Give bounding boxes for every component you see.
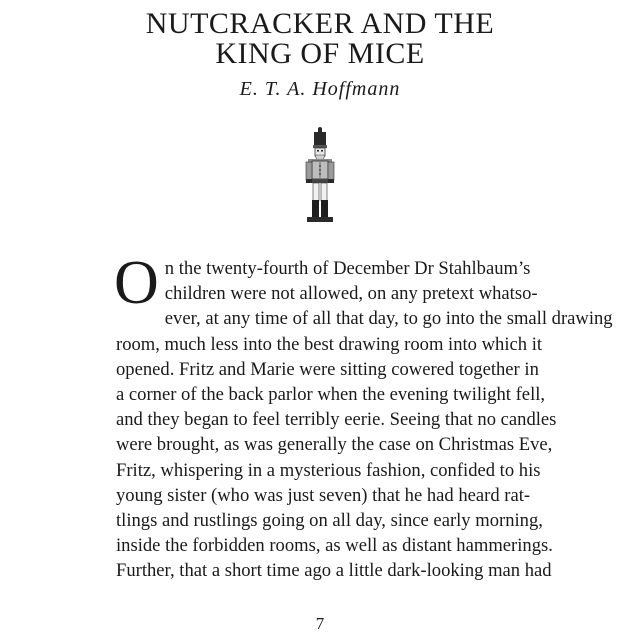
title-line-1: NUTCRACKER AND THE [145,7,495,40]
text-line: room, much less into the best drawing room into which it [116,333,543,355]
text-line: n the twenty-fourth of December Dr Stahlbaum’s [164,258,531,279]
text-line: young sister (who was just seven) that he had heard rat- [116,484,531,506]
drop-cap: O [114,249,159,317]
text-line: inside the forbidden rooms, as well as distant hammerings. [116,535,553,557]
text-line: opened. Fritz and Marie were sitting cowered together in [116,358,539,380]
text-line: ever, at any time of all that day, to go into the small drawing [164,308,613,330]
nutcracker-soldier-icon [295,126,345,226]
text-line: Fritz, whispering in a mysterious fashion, confided to his [116,459,541,481]
title-line-2: KING OF MICE [215,37,425,70]
body-paragraph [114,249,613,583]
text-line: were brought, as was generally the case on Christmas Eve, [116,434,553,456]
text-line: Further, that a short time ago a little dark-looking man had [116,560,552,582]
text-line: tlings and rustlings going on all day, since early morning, [116,509,543,531]
text-line: and they began to feel terribly eerie. Seeing that no candles [116,409,557,431]
author: E. T. A. Hoffmann [239,78,401,100]
text-line: a corner of the back parlor when the evening twilight fell, [116,383,546,405]
text-line: children were not allowed, on any pretext whatso- [164,283,538,305]
page-number: 7 [315,614,325,633]
